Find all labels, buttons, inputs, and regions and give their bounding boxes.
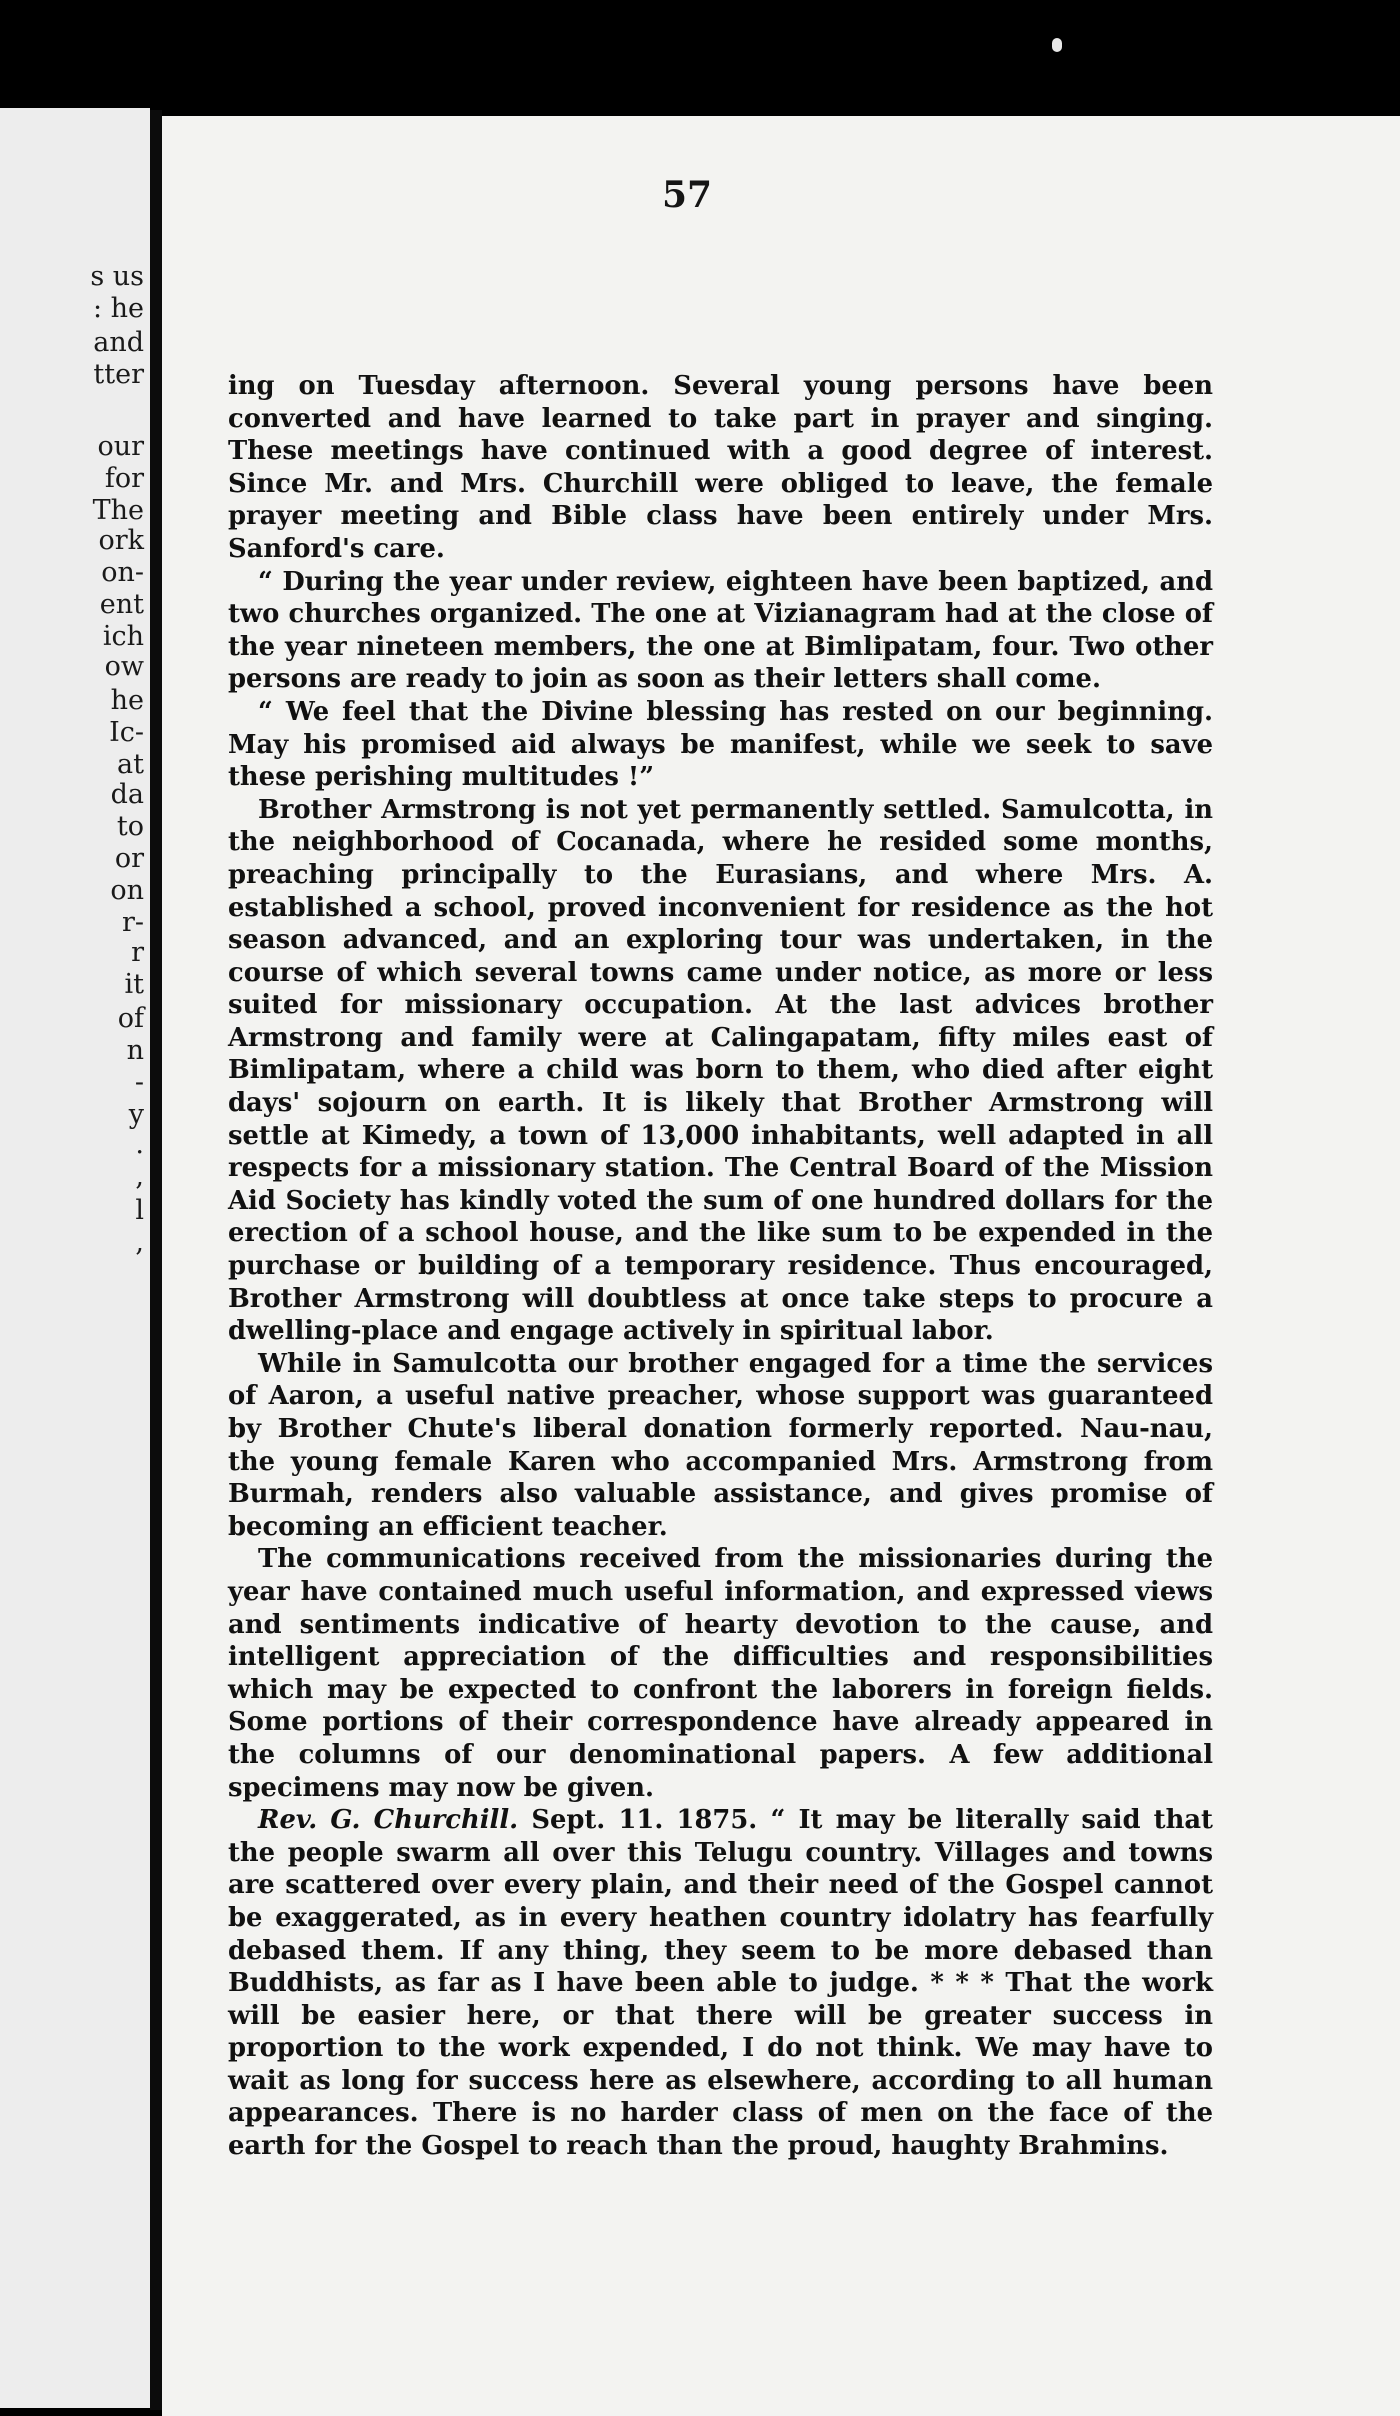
letter-date: Sept. 11. 1875. [531,1805,758,1836]
left-page-fragment: on- [101,557,144,588]
left-page-fragment: n [126,1035,144,1066]
left-page-fragment: . [135,1129,144,1160]
left-page-fragment: da [110,779,144,810]
left-page-fragment: and [93,327,144,358]
left-page-fragment: , [135,1161,144,1192]
left-page-fragment: : he [92,293,144,324]
letter-text: “ It may be literally said that the people swarm all over this Telugu country. Villages and towns are scattered over every plain, and their need of the Gospel cannot be exaggerated, as in every heathen country idolatry has fearfully debased them. If any thing, they seem to be more debased than Buddhists, as far as I have been able to judge. * * * That the work will be easier here, or that there will be greater success in proportion to the work expended, I do not think. We may have to wait as long for success here as elsewhere, according to all human appearances. There is no harder class of men on the face of the earth for the Gospel to reach than the proud, haughty Brahmins. [228,1805,1213,2162]
left-page-edge [0,108,150,2408]
left-page-fragment: ent [99,589,144,620]
left-page-fragment: r- [121,907,144,938]
left-page-fragment: on [110,875,144,906]
left-page-fragment: Ic- [109,717,144,748]
paragraph-blessing: “ We feel that the Divine blessing has rested on our beginning. May his promised aid always be manifest, while we seek to save these perishing multitudes !” [228,696,1213,793]
left-page-fragment: y [128,1099,144,1130]
left-page-fragment: at [117,749,144,780]
left-page-fragment: to [116,811,144,842]
left-page-fragment: ich [102,621,144,652]
left-page-fragment: ow [104,651,144,682]
left-page-fragment: of [117,1003,144,1034]
left-page-fragment: r [131,937,144,968]
left-page-fragment: tter [93,359,144,390]
left-page-fragment: l [135,1195,144,1226]
paragraph-armstrong: Brother Armstrong is not yet permanently settled. Samulcotta, in the neighborhood of Cocanada, where he resided some months, preaching principally to the Eurasians, and where Mrs. A. established a school, proved inconvenient for residence as the hot season advanced, and an exploring tour was undertaken, in the course of which several towns came under notice, as more or less suited for missionary occupation. At the last advices brother Armstrong and family were at Calingapatam, fifty miles east of Bimlipatam, where a child was born to them, who died after eight days' sojourn on earth. It is likely that Brother Armstrong will settle at Kimedy, a town of 13,000 inhabitants, well adapted in all respects for a missionary station. The Central Board of the Mission Aid Society has kindly voted the sum of one hundred dollars for the erection of a school house, and the like sum to be expended in the purchase or building of a temporary residence. Thus encouraged, Brother Armstrong will doubtless at once take steps to procure a dwelling-place and engage actively in spiritual labor. [228,794,1213,1347]
paragraph-continuation: ing on Tuesday afternoon. Several young persons have been converted and have learned to take part in prayer and singing. These meetings have continued with a good degree of interest. Since Mr. and Mrs. Churchill were obliged to leave, the female prayer meeting and Bible class have been entirely under Mrs. Sanford's care. [228,371,1213,564]
paragraph-baptisms: “ During the year under review, eighteen have been baptized, and two churches organized. The one at Vizianagram had at the close of the year nineteen members, the one at Bimlipatam, four. Two other persons are ready to join as soon as their letters shall come. [228,566,1213,695]
left-page-fragment: , [135,1227,144,1258]
left-page-fragment: or [114,843,144,874]
left-page-fragment: he [110,685,144,716]
left-page-fragment: for [104,463,144,494]
paragraph-communications: The communications received from the missionaries during the year have contained much useful information, and expressed views and sentiments indicative of hearty devotion to the cause, and intelligent appreciation of the difficulties and responsibilities which may be expected to confront the laborers in foreign fields. Some portions of their correspondence have already appeared in the columns of our denominational papers. A few additional specimens may now be given. [228,1544,1213,1803]
paragraph-letter [228,1804,1213,2163]
left-page-fragment: our [97,431,144,462]
letter-author: Rev. G. Churchill. [258,1805,519,1836]
left-page-fragment: ork [98,525,144,556]
page-body [228,370,1213,2163]
left-page-fragment: it [124,969,144,1000]
scan-speck [1052,38,1062,52]
left-page-fragment: The [92,495,144,526]
left-page-fragment: s us [90,261,144,292]
book-gutter [150,110,162,2410]
left-page-fragment: - [134,1067,144,1098]
page-number: 57 [662,174,713,216]
paragraph-samulcotta: While in Samulcotta our brother engaged for a time the services of Aaron, a useful native preacher, whose support was guaranteed by Brother Chute's liberal donation formerly reported. Nau-nau, the young female Karen who accompanied Mrs. Armstrong from Burmah, renders also valuable assistance, and gives promise of becoming an efficient teacher. [228,1348,1213,1542]
